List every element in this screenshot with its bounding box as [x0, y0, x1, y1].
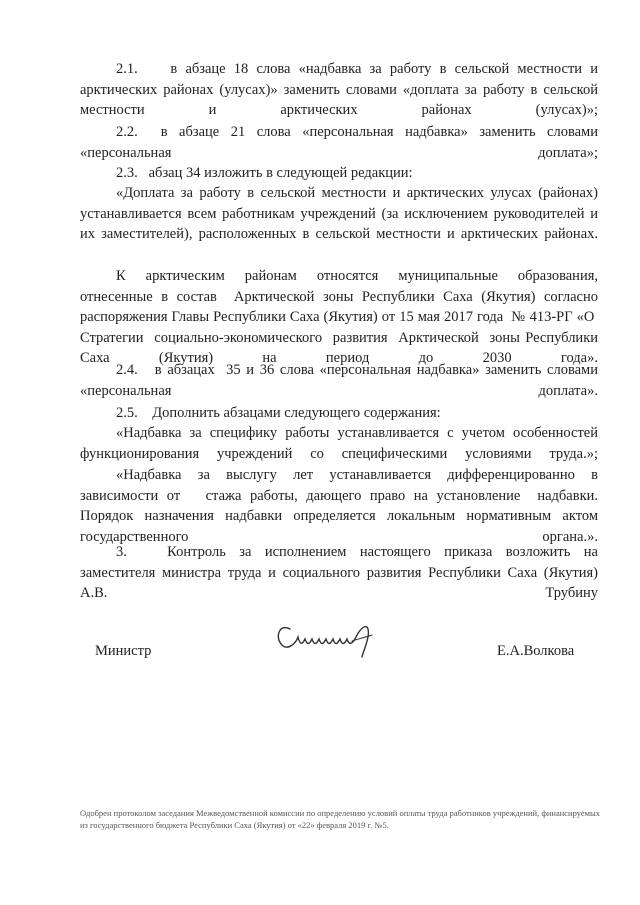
minister-title: Министр [95, 643, 152, 659]
paragraph-seniority: «Надбавка за выслугу лет устанавливается дифференцированно в зависимости от стажа работы, дающего право на установление надбавки. Порядок назначения надбавки определяется локальным нормативным актом государственного органа.». [80, 467, 598, 545]
minister-name: Е.А.Волкова [497, 643, 575, 659]
approval-footnote: Одобрен протоколом заседания Межведомственной комиссии по определению условий оплаты труда работников учреждений, финансируемых из государственного бюджета Республики Саха (Якутия) от «22» февраля 2019 г. №5. [80, 808, 600, 830]
paragraph-2-5: 2.5. Дополнить абзацами следующего содержания: [116, 405, 441, 421]
paragraph-specific-work: «Надбавка за специфику работы устанавливается с учетом особенностей функционирования учреждений со специфическими условиями труда.»; [80, 425, 598, 462]
handwritten-signature [272, 615, 382, 661]
signature-block [0, 615, 640, 675]
paragraph-2-3: 2.3. абзац 34 изложить в следующей редакции: [116, 165, 413, 181]
paragraph-arctic-districts: К арктическим районам относятся муниципальные образования, отнесенные в состав Арктической зоны Республики Саха (Якутия) согласно распоряжения Главы Республики Саха (Якутия) от 15 мая 2017 года № 413-РГ «О Стратегии социально-экономического развития Арктической зоны Республики Саха (Якутия) на период до 2030 года». [80, 268, 598, 366]
paragraph-3-control: 3. Контроль за исполнением настоящего приказа возложить на заместителя министра труда и социального развития Республики Саха (Якутия) А.В. Трубину [80, 544, 598, 601]
paragraph-2-4: 2.4. в абзацах 35 и 36 слова «персональная надбавка» заменить словами «персональная доплата». [80, 362, 598, 399]
paragraph-2-1: 2.1. в абзаце 18 слова «надбавка за работу в сельской местности и арктических районах (улусах)» заменить словами «доплата за работу в сельской местности и арктических районах (улусах)»; [80, 61, 598, 118]
paragraph-arctic-payment: «Доплата за работу в сельской местности и арктических улусах (районах) устанавливается всем работникам учреждений (за исключением руководителей и их заместителей), расположенных в сельской местности и арктических районах. [80, 185, 598, 242]
paragraph-2-2: 2.2. в абзаце 21 слова «персональная надбавка» заменить словами «персональная доплата»; [80, 124, 598, 161]
